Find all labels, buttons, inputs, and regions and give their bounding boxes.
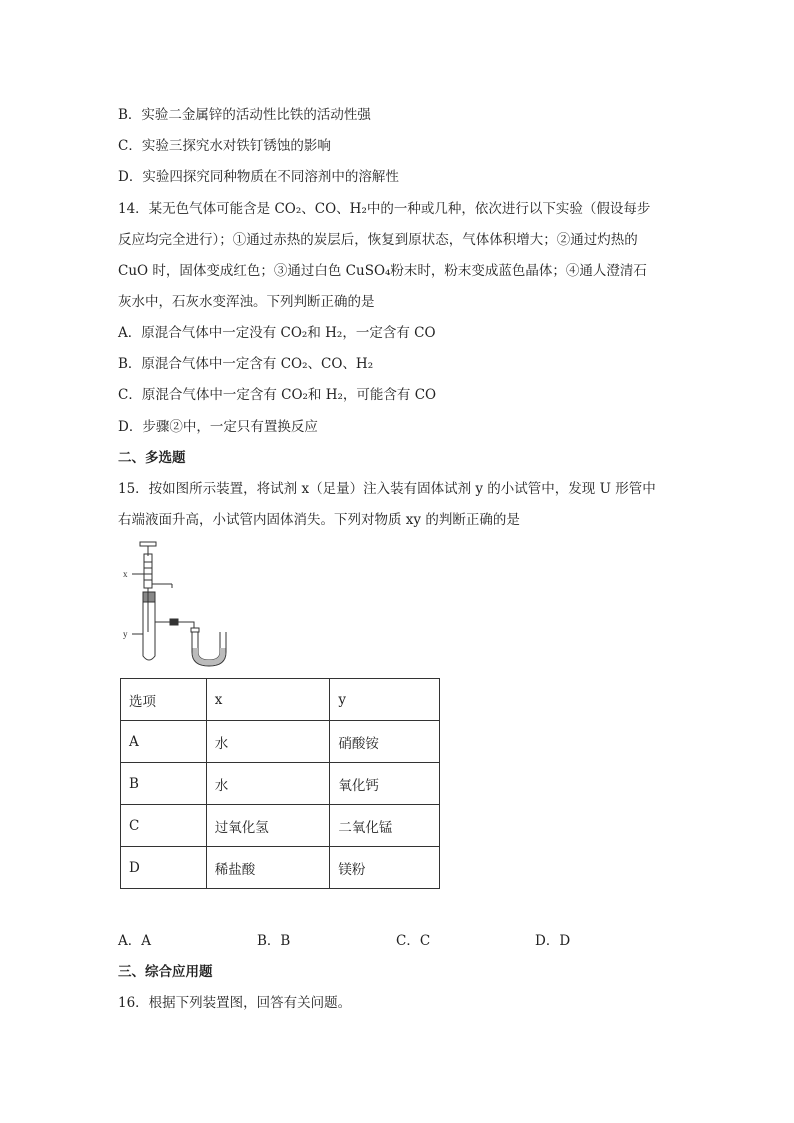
q14-stem-line4: 灰水中，石灰水变浑浊。下列判断正确的是 [118,294,375,310]
table-row [121,763,440,805]
u-tube-stopper [191,628,199,632]
table-cell: 水 [206,763,330,805]
q15-answer-a[interactable]: A．A [118,933,151,949]
q16-stem: 16．根据下列装置图，回答有关问题。 [118,995,352,1011]
q14-option-c: C．原混合气体中一定含有 CO₂和 H₂，可能含有 CO [118,387,437,403]
q13-option-d: D．实验四探究同种物质在不同溶剂中的溶解性 [118,169,399,185]
section-2-title: 二、多选题 [118,450,186,466]
table-cell: A [121,721,207,763]
q14-option-b: B．原混合气体中一定含有 CO₂、CO、H₂ [118,356,374,372]
q14-stem-line2: 反应均完全进行）；①通过赤热的炭层后，恢复到原状态，气体体积增大；②通过灼热的 [118,232,638,248]
q14-stem-line1: 14．某无色气体可能含是 CO₂、CO、H₂中的一种或几种，依次进行以下实验（假设每步 [118,201,651,217]
rubber-connector [170,619,178,625]
q13-option-b: B．实验二金属锌的活动性比铁的活动性强 [118,107,371,123]
table-cell: 过氧化氢 [206,805,330,847]
q15-answer-d[interactable]: D．D [535,933,571,949]
q14-option-a: A．原混合气体中一定没有 CO₂和 H₂，一定含有 CO [118,325,436,341]
table-cell: 水 [206,721,330,763]
section-3-title: 三、综合应用题 [118,964,213,980]
table-row [121,721,440,763]
table-header-row [121,679,440,721]
table-header-cell: x [206,679,330,721]
table-cell: 二氧化锰 [330,805,440,847]
apparatus-figure [118,536,243,668]
syringe-plunger-cap [140,542,156,546]
q14-option-d: D．步骤②中，一定只有置换反应 [118,419,318,435]
q15-stem-line2: 右端液面升高，小试管内固体消失。下列对物质 xy 的判断正确的是 [118,512,520,528]
figure-label-y: y [123,629,128,639]
q13-option-c: C．实验三探究水对铁钉锈蚀的影响 [118,138,331,154]
u-tube-inner [198,632,220,660]
table-cell: D [121,847,207,889]
q15-answer-b[interactable]: B．B [257,933,291,949]
table-header-cell: 选项 [121,679,207,721]
q15-options-table [120,678,440,889]
table-cell: 镁粉 [330,847,440,889]
q14-stem-line3: CuO 时，固体变成红色；③通过白色 CuSO₄粉末时，粉末变成蓝色晶体；④通人澄清石 [118,263,647,279]
q15-answer-c[interactable]: C．C [396,933,431,949]
syringe-barrel [144,554,152,588]
stopper [143,592,155,602]
table-cell: C [121,805,207,847]
table-cell: 稀盐酸 [206,847,330,889]
table-row [121,805,440,847]
table-cell: 氧化钙 [330,763,440,805]
q15-stem-line1: 15．按如图所示装置，将试剂 x（足量）注入装有固体试剂 y 的小试管中，发现 U 形管中 [118,481,656,497]
table-row [121,847,440,889]
table-cell: B [121,763,207,805]
connecting-tube [178,622,194,628]
test-tube [143,602,155,660]
table-cell: 硝酸铵 [330,721,440,763]
figure-label-x: x [123,569,128,579]
table-header-cell: y [330,679,440,721]
